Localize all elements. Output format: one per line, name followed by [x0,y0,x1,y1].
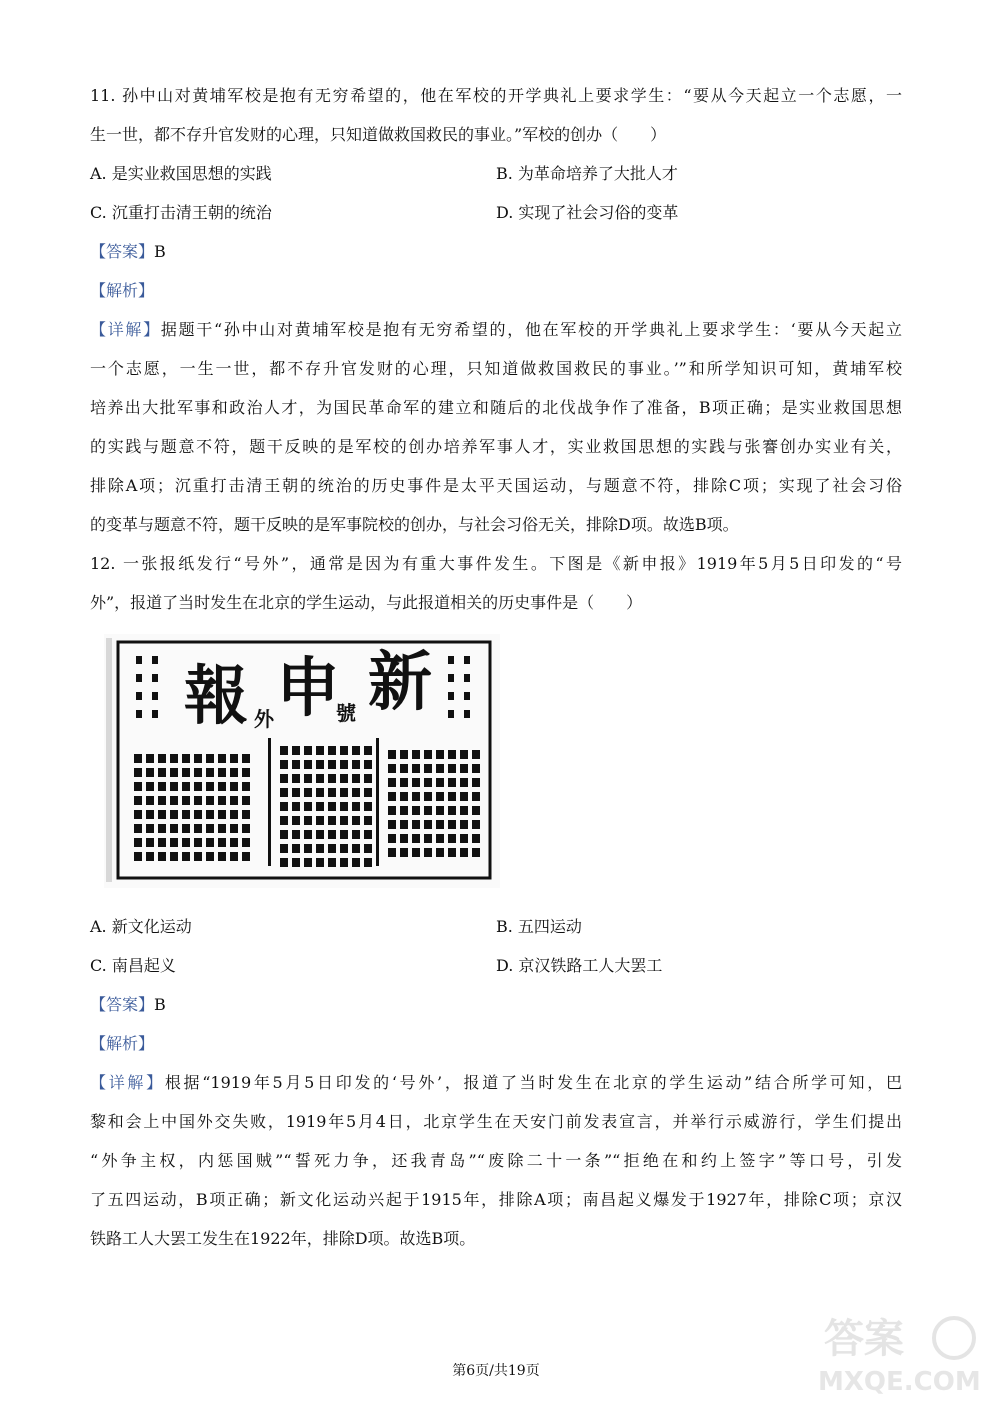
body-text-glyph [280,760,288,769]
body-text-glyph [400,764,408,773]
q11-option-c: C. 沉重打击清王朝的统治 [90,203,272,222]
watermark-logo [814,1308,984,1398]
body-text-glyph [340,844,348,853]
body-text-glyph [170,782,178,791]
q12-detail-text1: 根据“1919年5月5日印发的‘号外’，报道了当时发生在北京的学生运动”结合所学可知，巴 [164,1073,902,1092]
body-text-glyph [194,824,202,833]
body-text-glyph [436,820,444,829]
body-text-glyph [328,774,336,783]
body-text-glyph [412,848,420,857]
body-text-glyph [472,820,480,829]
body-text-glyph [280,788,288,797]
body-text-glyph [388,750,396,759]
q12-option-d: D. 京汉铁路工人大罢工 [496,956,663,975]
body-text-glyph [316,760,324,769]
body-text-glyph [412,778,420,787]
body-text-glyph [412,834,420,843]
body-text-glyph [182,852,190,861]
body-text-glyph [206,768,214,777]
body-text-glyph [328,802,336,811]
body-text-glyph [304,802,312,811]
body-text-glyph [304,830,312,839]
body-text-glyph [472,848,480,857]
body-text-glyph [280,746,288,755]
body-text-glyph [170,824,178,833]
q12-analysis-tag: 【解析】 [90,1034,155,1053]
body-text-glyph [170,796,178,805]
body-text-glyph [328,746,336,755]
body-text-glyph [436,792,444,801]
body-text-glyph [280,774,288,783]
body-text-glyph [218,796,226,805]
body-text-glyph [146,768,154,777]
q11-detail-line5: 排除A项；沉重打击清王朝的统治的历史事件是太平天国运动，与题意不符，排除C项；实现了社会习俗 [90,476,902,495]
body-text-glyph [134,796,142,805]
body-text-glyph [352,802,360,811]
q11-answer-value: B [154,242,166,261]
body-text-glyph [194,782,202,791]
body-text-glyph [316,746,324,755]
body-text-glyph [448,792,456,801]
body-text-glyph [412,750,420,759]
body-text-glyph [424,806,432,815]
body-text-glyph [292,816,300,825]
body-text-glyph [328,816,336,825]
body-text-glyph [328,830,336,839]
body-text-glyph [230,824,238,833]
body-text-glyph [134,824,142,833]
body-text-glyph [460,848,468,857]
body-text-glyph [412,820,420,829]
q11-detail-text1: 据题干“孙中山对黄埔军校是抱有无穷希望的，他在军校的开学典礼上要求学生：‘要从今天起立 [160,320,902,339]
body-text-glyph [316,830,324,839]
body-text-glyph [388,792,396,801]
body-text-glyph [436,778,444,787]
page-number: 第6页/共19页 [452,1363,540,1379]
body-text-glyph [448,778,456,787]
body-text-glyph [352,746,360,755]
body-text-glyph [158,824,166,833]
body-text-glyph [170,768,178,777]
body-text-glyph [388,848,396,857]
body-text-glyph [292,788,300,797]
body-text-glyph [328,858,336,867]
body-text-glyph [424,792,432,801]
body-text-glyph [170,852,178,861]
body-text-glyph [170,754,178,763]
body-text-glyph [242,782,250,791]
body-text-glyph [304,774,312,783]
body-text-glyph [182,838,190,847]
body-text-glyph [158,838,166,847]
q12-option-b: B. 五四运动 [496,917,582,936]
body-text-glyph [206,852,214,861]
body-text-glyph [316,816,324,825]
q12-detail-line2: 黎和会上中国外交失败，1919年5月4日，北京学生在天安门前发表宣言，并举行示威游行，学生们提出 [90,1112,902,1131]
body-text-glyph [316,844,324,853]
q11-stem-line2: 生一世，都不存升官发财的心理，只知道做救国救民的事业。”军校的创办（ ） [90,125,667,144]
q11-answer-tag: 【答案】 [90,242,155,261]
body-text-glyph [134,852,142,861]
body-text-glyph [316,858,324,867]
body-text-glyph [146,824,154,833]
body-text-glyph [352,830,360,839]
q12-option-c: C. 南昌起义 [90,956,176,975]
body-text-glyph [412,806,420,815]
body-text-glyph [146,796,154,805]
body-text-glyph [352,788,360,797]
body-text-glyph [182,782,190,791]
body-text-glyph [460,820,468,829]
body-text-glyph [352,760,360,769]
body-text-glyph [340,746,348,755]
body-text-glyph [134,768,142,777]
body-text-glyph [218,782,226,791]
body-text-glyph [364,746,372,755]
body-text-glyph [230,768,238,777]
newspaper-extra-edition-image [104,634,500,888]
body-text-glyph [218,852,226,861]
body-text-glyph [230,838,238,847]
body-text-glyph [146,754,154,763]
body-text-glyph [388,834,396,843]
q12-stem-line2: 外”，报道了当时发生在北京的学生运动，与此报道相关的历史事件是（ ） [90,593,643,612]
body-text-glyph [230,754,238,763]
body-text-glyph [194,754,202,763]
body-text-glyph [304,788,312,797]
body-text-glyph [292,830,300,839]
body-text-glyph [340,802,348,811]
body-text-glyph [304,816,312,825]
q12-stem-line1: 12. 一张报纸发行“号外”，通常是因为有重大事件发生。下图是《新申报》1919年5月5日印发的“号 [90,554,902,573]
body-text-glyph [134,782,142,791]
body-text-glyph [436,834,444,843]
q11-detail-line6: 的变革与题意不符，题干反映的是军事院校的创办，与社会习俗无关，排除D项。故选B项。 [90,515,739,534]
body-text-glyph [146,810,154,819]
watermark-bottom-text: MXQE.COM [818,1367,981,1397]
body-text-glyph [230,782,238,791]
body-text-glyph [182,810,190,819]
body-text-glyph [316,802,324,811]
body-text-glyph [364,774,372,783]
body-text-glyph [448,750,456,759]
body-text-glyph [400,750,408,759]
sub-char-1: 外 [254,707,274,731]
body-text-glyph [194,810,202,819]
q12-detail-line4: 了五四运动，B项正确；新文化运动兴起于1915年，排除A项；南昌起义爆发于1927年，排除C项；京汉 [90,1190,902,1209]
column-divider [268,738,271,866]
body-text-glyph [352,774,360,783]
body-text-glyph [158,754,166,763]
body-text-glyph [242,838,250,847]
q11-detail-line4: 的实践与题意不符，题干反映的是军校的创办培养军事人才，实业救国思想的实践与张謇创办实业有关， [90,437,902,456]
body-text-glyph [218,838,226,847]
q11-answer [90,242,166,262]
body-text-glyph [206,810,214,819]
body-text-glyph [242,796,250,805]
body-text-glyph [352,844,360,853]
q12-answer-value: B [154,995,166,1014]
q11-option-b: B. 为革命培养了大批人才 [496,164,678,183]
q11-option-a: A. 是实业救国思想的实践 [90,164,272,183]
q12-detail-tag: 【详解】 [90,1073,165,1092]
q11-detail-line2: 一个志愿，一生一世，都不存升官发财的心理，只知道做救国救民的事业。’”和所学知识可知，黄埔军校 [90,359,902,378]
body-text-glyph [364,858,372,867]
body-text-glyph [400,806,408,815]
body-text-glyph [146,838,154,847]
body-text-glyph [292,760,300,769]
body-text-glyph [182,824,190,833]
body-text-glyph [242,754,250,763]
body-text-glyph [340,830,348,839]
body-text-glyph [292,844,300,853]
body-text-glyph [158,768,166,777]
body-text-glyph [218,810,226,819]
body-text-glyph [206,824,214,833]
body-text-glyph [316,774,324,783]
body-text-glyph [328,788,336,797]
body-text-glyph [424,834,432,843]
body-text-glyph [340,774,348,783]
body-text-glyph [280,830,288,839]
q12-detail-line1 [90,1073,902,1093]
body-text-glyph [364,802,372,811]
body-text-glyph [316,788,324,797]
q12-detail-line5: 铁路工人大罢工发生在1922年，排除D项。故选B项。 [90,1229,476,1248]
body-text-glyph [388,764,396,773]
masthead-char-2: 申 [276,651,340,726]
body-text-glyph [448,820,456,829]
body-text-glyph [218,768,226,777]
body-text-glyph [280,858,288,867]
column-divider [376,738,379,866]
body-text-glyph [158,852,166,861]
sub-char-2: 號 [336,701,356,725]
body-text-glyph [328,844,336,853]
q12-analysis [90,1034,154,1054]
body-text-glyph [242,852,250,861]
body-text-glyph [472,792,480,801]
body-text-glyph [194,768,202,777]
body-text-glyph [182,768,190,777]
q11-stem-line1: 11. 孙中山对黄埔军校是抱有无穷希望的，他在军校的开学典礼上要求学生：“要从今天起立一个志愿，一 [90,86,902,105]
body-text-glyph [134,838,142,847]
body-text-glyph [400,848,408,857]
body-text-glyph [218,754,226,763]
body-text-glyph [158,810,166,819]
masthead-char-1: 報 [184,659,248,734]
body-text-glyph [460,834,468,843]
body-text-glyph [194,852,202,861]
body-text-glyph [182,754,190,763]
body-text-glyph [460,792,468,801]
body-text-glyph [304,844,312,853]
q12-detail-line3: “外争主权，内惩国贼”“誓死力争，还我青岛”“废除二十一条”“拒绝在和约上签字”等口号，引发 [90,1151,902,1170]
body-text-glyph [472,778,480,787]
body-text-glyph [472,834,480,843]
body-text-glyph [170,838,178,847]
body-text-glyph [436,806,444,815]
body-text-glyph [292,746,300,755]
body-text-glyph [242,824,250,833]
body-text-glyph [230,852,238,861]
body-text-glyph [242,810,250,819]
body-text-glyph [400,834,408,843]
body-text-glyph [412,764,420,773]
body-text-glyph [400,820,408,829]
body-text-glyph [460,750,468,759]
body-text-glyph [292,802,300,811]
body-text-glyph [352,816,360,825]
body-text-glyph [400,792,408,801]
q11-option-d: D. 实现了社会习俗的变革 [496,203,679,222]
q12-answer-tag: 【答案】 [90,995,155,1014]
body-text-glyph [182,796,190,805]
body-text-glyph [460,806,468,815]
body-text-glyph [292,774,300,783]
body-text-glyph [436,764,444,773]
body-text-glyph [460,764,468,773]
body-text-glyph [206,838,214,847]
body-text-glyph [460,778,468,787]
body-text-glyph [472,764,480,773]
body-text-glyph [158,796,166,805]
body-text-glyph [340,788,348,797]
body-text-glyph [400,778,408,787]
q12-option-a: A. 新文化运动 [90,917,192,936]
body-text-glyph [304,746,312,755]
body-text-glyph [230,810,238,819]
body-text-glyph [448,764,456,773]
body-text-glyph [364,788,372,797]
q11-detail-tag: 【详解】 [90,320,161,339]
body-text-glyph [340,760,348,769]
q11-analysis-tag: 【解析】 [90,281,155,300]
body-text-glyph [388,806,396,815]
watermark-top-text: 答案 [824,1316,904,1362]
body-text-glyph [364,844,372,853]
body-text-glyph [424,764,432,773]
body-text-glyph [364,760,372,769]
body-text-glyph [304,858,312,867]
body-text-glyph [340,858,348,867]
body-text-glyph [424,848,432,857]
body-text-glyph [218,824,226,833]
q11-detail-line3: 培养出大批军事和政治人才，为国民革命军的建立和随后的北伐战争作了准备，B项正确；是实业救国思想 [90,398,902,417]
body-text-glyph [448,848,456,857]
q12-answer [90,995,166,1015]
q11-detail-line1 [90,320,902,340]
body-text-glyph [388,778,396,787]
body-text-glyph [352,858,360,867]
body-text-glyph [194,838,202,847]
body-text-glyph [448,806,456,815]
body-text-glyph [424,750,432,759]
body-text-glyph [436,750,444,759]
body-text-glyph [424,778,432,787]
body-text-glyph [436,848,444,857]
body-text-glyph [292,858,300,867]
body-text-glyph [364,816,372,825]
body-text-glyph [448,834,456,843]
body-text-glyph [170,810,178,819]
body-text-glyph [194,796,202,805]
body-text-glyph [280,844,288,853]
body-text-glyph [472,750,480,759]
body-text-glyph [340,816,348,825]
body-text-glyph [206,796,214,805]
q11-analysis [90,281,154,301]
body-text-glyph [364,830,372,839]
body-text-glyph [206,754,214,763]
body-text-glyph [158,782,166,791]
body-text-glyph [280,802,288,811]
masthead-char-3: 新 [368,645,432,720]
body-text-glyph [146,782,154,791]
body-text-glyph [388,820,396,829]
body-text-glyph [328,760,336,769]
body-text-glyph [242,768,250,777]
body-text-glyph [280,816,288,825]
body-text-glyph [134,810,142,819]
body-text-glyph [230,796,238,805]
body-text-glyph [134,754,142,763]
body-text-glyph [412,792,420,801]
body-text-glyph [206,782,214,791]
body-text-glyph [146,852,154,861]
body-text-glyph [304,760,312,769]
body-text-glyph [472,806,480,815]
body-text-glyph [424,820,432,829]
